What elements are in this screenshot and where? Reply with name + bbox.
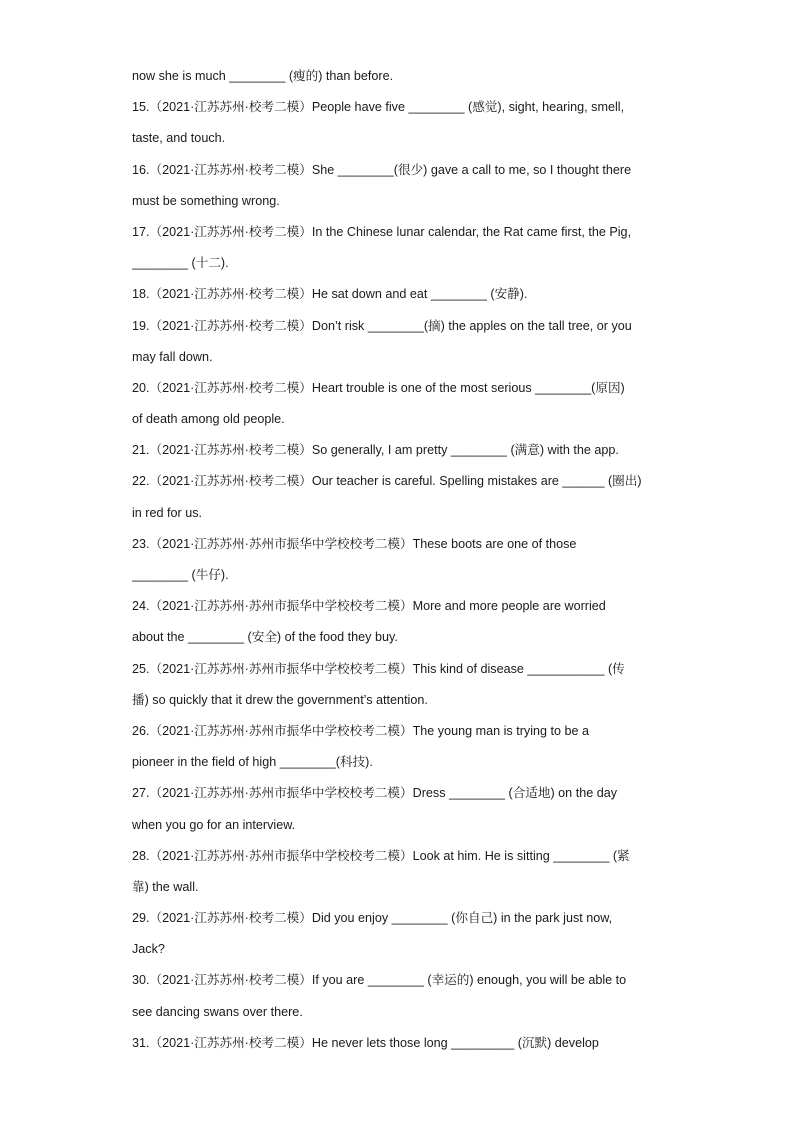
question-29-line: 29.（2021·江苏苏州·校考二模）Did you enjoy ________ (你自己) in the park just now, [132,911,613,926]
text-line: 播) so quickly that it drew the government’s attention. [132,692,428,707]
question-16-line: 16.（2021·江苏苏州·校考二模）She ________(很少) gave a call to me, so I thought there [132,162,632,177]
question-19-line: 19.（2021·江苏苏州·校考二模）Don’t risk ________(摘) the apples on the tall tree, or you [132,318,632,333]
question-20-line: 20.（2021·江苏苏州·校考二模）Heart trouble is one of the most serious ________(原因) [132,380,625,395]
text-line: taste, and touch. [132,131,226,146]
text-line: Jack? [132,942,165,957]
text-line: may fall down. [132,349,213,364]
question-23-line: 23.（2021·江苏苏州·苏州市振华中学校校考二模）These boots are one of those [132,536,577,551]
question-28-line: 28.（2021·江苏苏州·苏州市振华中学校校考二模）Look at him. He is sitting ________ (紧 [132,848,630,863]
question-17-line: 17.（2021·江苏苏州·校考二模）In the Chinese lunar calendar, the Rat came first, the Pig, [132,224,632,239]
question-31-line: 31.（2021·江苏苏州·校考二模）He never lets those long _________ (沉默) develop [132,1035,599,1050]
question-26-line: 26.（2021·江苏苏州·苏州市振华中学校校考二模）The young man is trying to be a [132,723,590,738]
question-15-line: 15.（2021·江苏苏州·校考二模）People have five ________ (感觉), sight, hearing, smell, [132,100,625,115]
text-line: 靠) the wall. [132,879,199,894]
text-line: in red for us. [132,505,202,520]
text-line: about the ________ (安全) of the food they buy. [132,630,398,645]
text-line: ________ (牛仔). [132,568,229,582]
question-27-line: 27.（2021·江苏苏州·苏州市振华中学校校考二模）Dress ________ (合适地) on the day [132,786,618,801]
text-line: ________ (十二). [132,256,229,271]
text-line: of death among old people. [132,412,285,427]
question-18-line: 18.（2021·江苏苏州·校考二模）He sat down and eat ________ (安静). [132,287,528,302]
question-22-line: 22.（2021·江苏苏州·校考二模）Our teacher is careful. Spelling mistakes are ______ (圈出) [132,474,642,489]
text-line: when you go for an interview. [132,817,296,832]
question-25-line: 25.（2021·江苏苏州·苏州市振华中学校校考二模）This kind of disease ___________ (传 [132,661,625,676]
text-line: must be something wrong. [132,193,280,208]
question-24-line: 24.（2021·江苏苏州·苏州市振华中学校校考二模）More and more people are worried [132,599,606,614]
question-30-line: 30.（2021·江苏苏州·校考二模）If you are ________ (幸运的) enough, you will be able to [132,973,627,988]
text-line: now she is much ________ (瘦的) than before. [132,69,394,83]
exercise-text-block [132,63,667,1061]
text-line: see dancing swans over there. [132,1004,303,1019]
text-line: pioneer in the field of high ________(科技). [132,755,373,770]
question-21-line: 21.（2021·江苏苏州·校考二模）So generally, I am pretty ________ (满意) with the app. [132,443,619,458]
